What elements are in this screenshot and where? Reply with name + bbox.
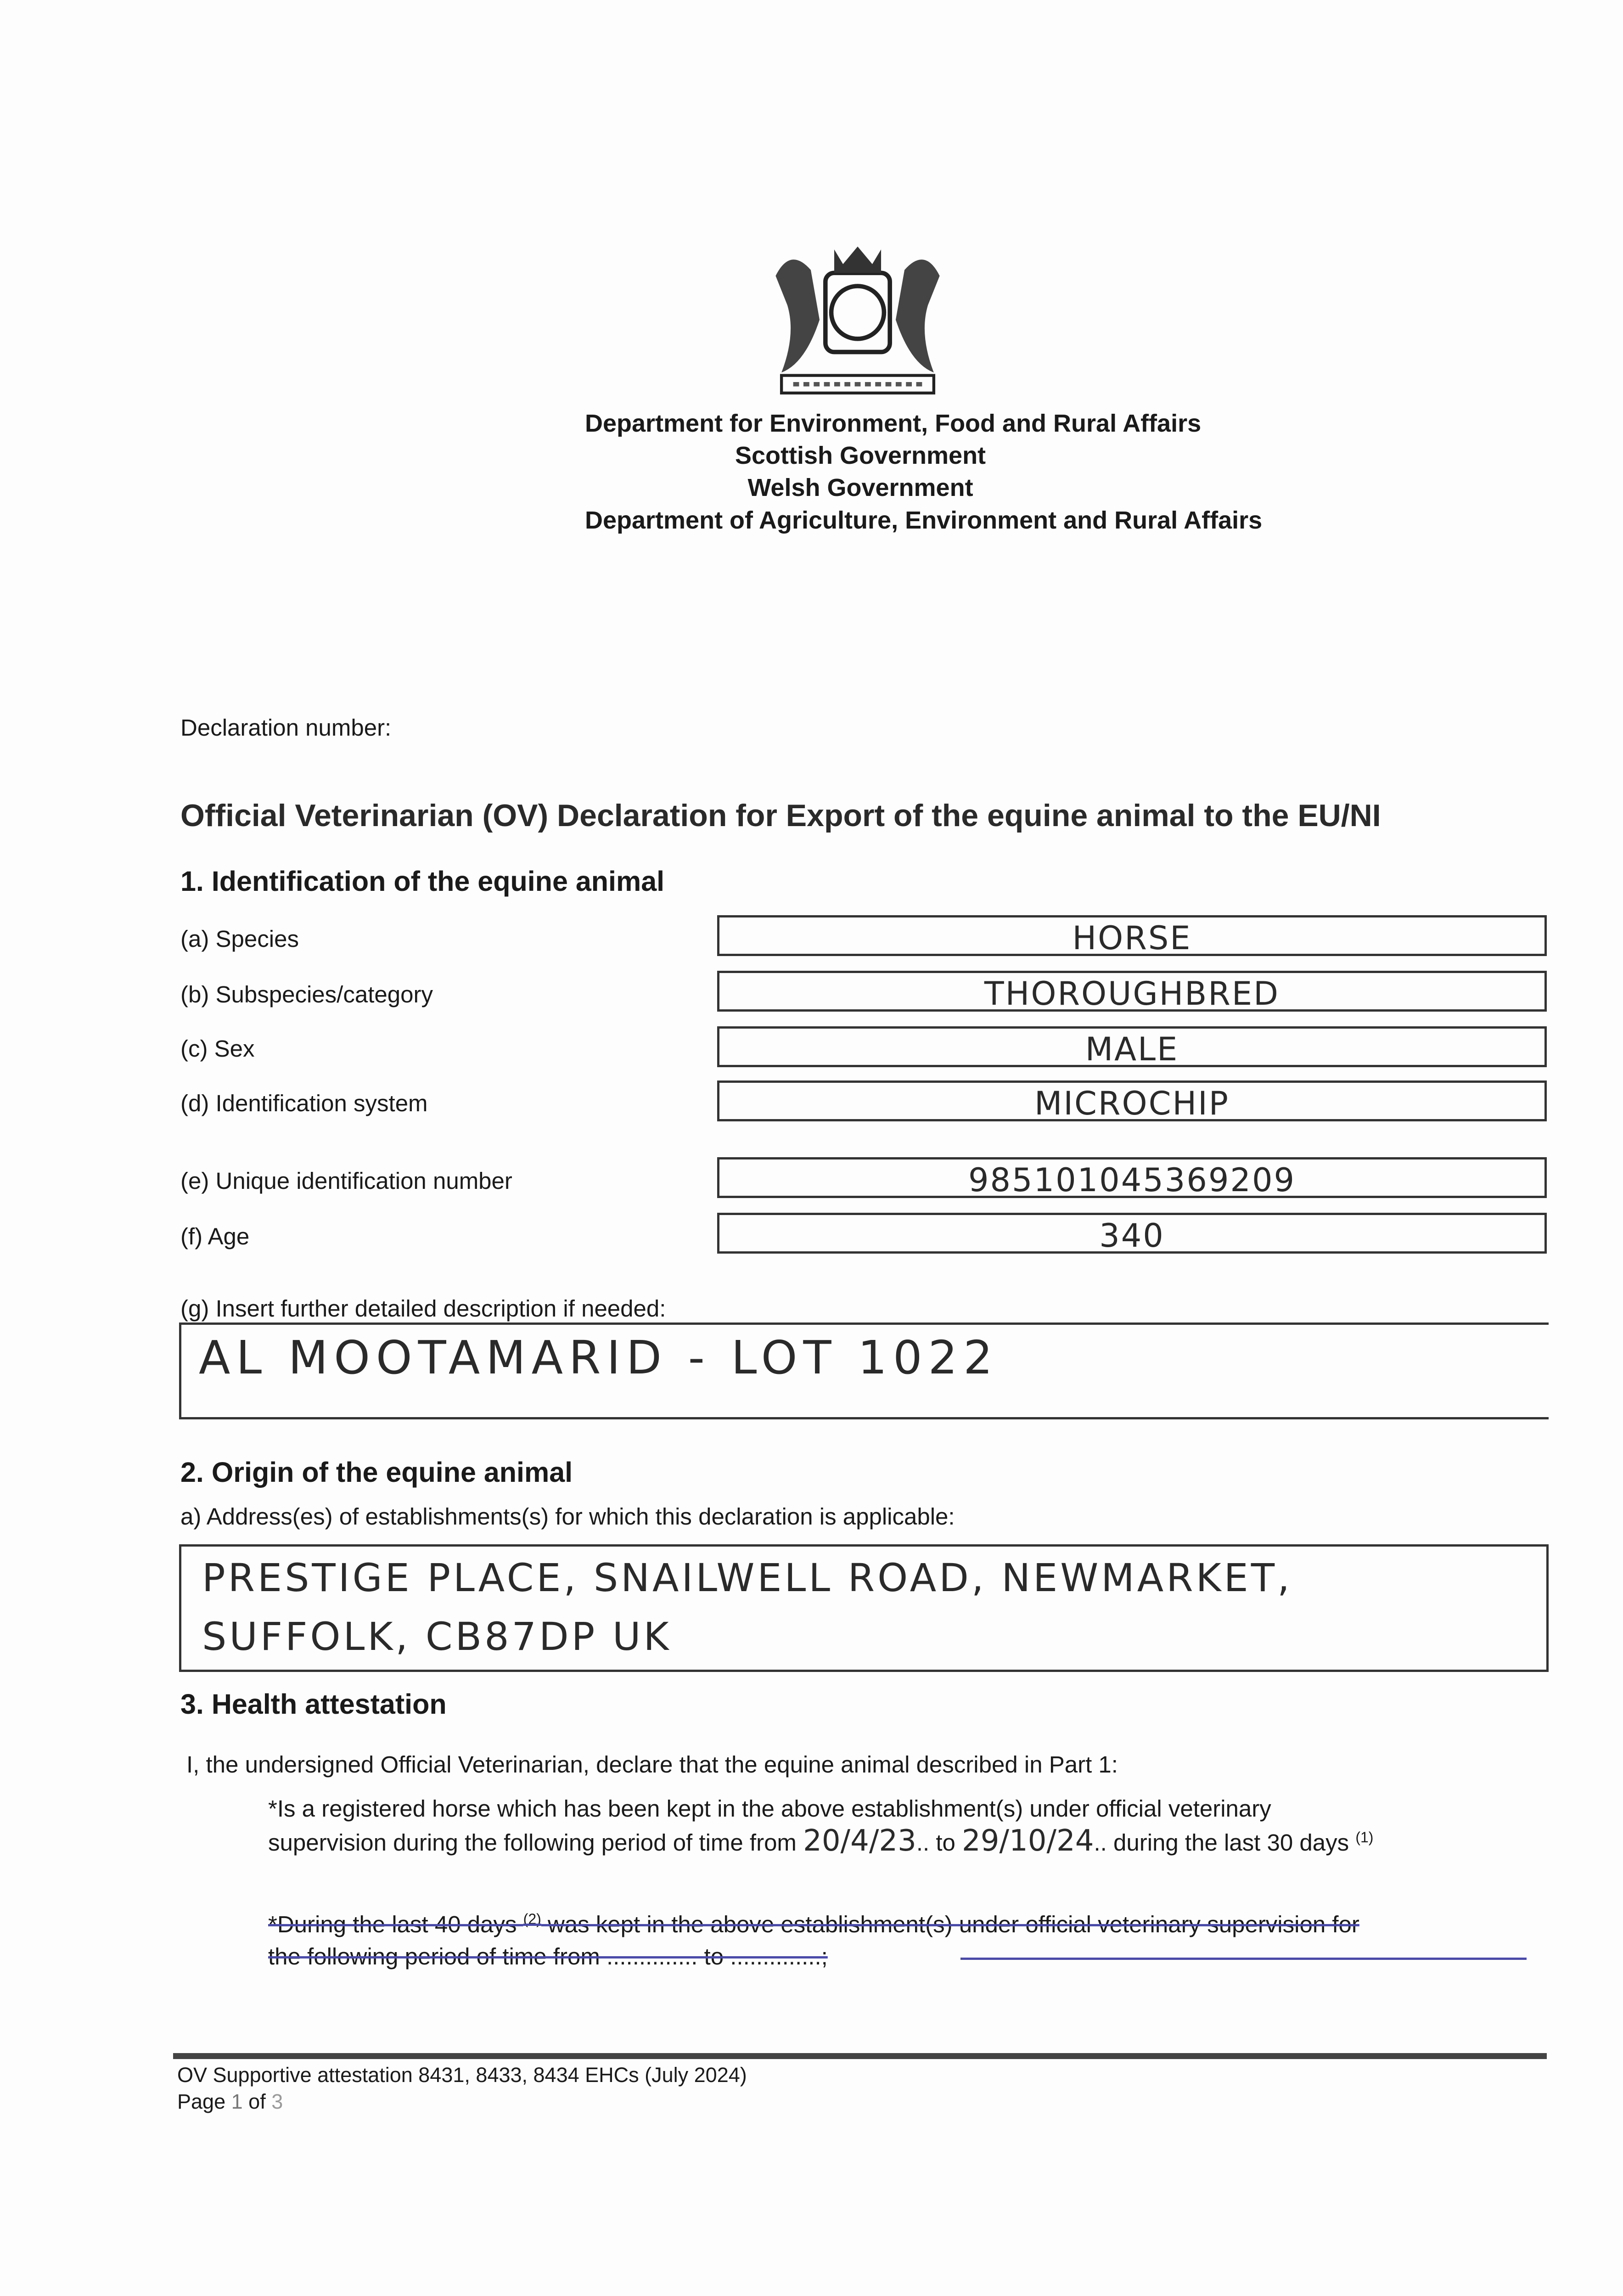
para1-mid: .. to: [916, 1829, 955, 1856]
attestation-para1-line2: [268, 1824, 1373, 1858]
address-field[interactable]: [179, 1544, 1549, 1672]
address-label: a) Address(es) of establishments(s) for which this declaration is applicable:: [180, 1503, 955, 1530]
date-from-value: 20/4/23: [803, 1824, 916, 1858]
attestation-para2-line1: [268, 1911, 1359, 1938]
subspecies-label: (b) Subspecies/category: [180, 981, 433, 1007]
page-total: 3: [271, 2090, 283, 2113]
attestation-para1-line1: *Is a registered horse which has been kept in the above establishment(s) under official veterinary: [268, 1795, 1271, 1822]
strike-line: [960, 1958, 1527, 1960]
footer-doc-ref: OV Supportive attestation 8431, 8433, 8434 EHCs (July 2024): [177, 2063, 747, 2087]
sex-field[interactable]: [717, 1026, 1547, 1067]
species-value: HORSE: [1072, 919, 1192, 957]
header-dept-1: Department for Environment, Food and Rural Affairs: [585, 410, 1202, 437]
footnote-1: (1): [1355, 1829, 1374, 1846]
species-label: (a) Species: [180, 926, 299, 952]
attestation-intro: I, the undersigned Official Veterinarian, declare that the equine animal described in Part 1:: [186, 1751, 1118, 1778]
description-value: AL MOOTAMARID - LOT 1022: [199, 1331, 999, 1384]
age-field[interactable]: [717, 1213, 1547, 1254]
unique-id-field[interactable]: [717, 1157, 1547, 1198]
royal-coat-of-arms-logo: [761, 232, 955, 402]
para2-line1-a: *During the last 40 days: [268, 1911, 517, 1937]
address-line-1: PRESTIGE PLACE, SNAILWELL ROAD, NEWMARKET,: [202, 1555, 1292, 1600]
identification-system-field[interactable]: [717, 1080, 1547, 1121]
date-to-value: 29/10/24: [962, 1824, 1094, 1858]
section2-heading: 2. Origin of the equine animal: [180, 1457, 573, 1488]
header-dept-4: Department of Agriculture, Environment and Rural Affairs: [585, 506, 1263, 534]
sex-label: (c) Sex: [180, 1035, 255, 1062]
section1-heading: 1. Identification of the equine animal: [180, 866, 665, 897]
subspecies-field[interactable]: [717, 971, 1547, 1012]
description-label: (g) Insert further detailed description if needed:: [180, 1295, 666, 1322]
footer-rule: [173, 2053, 1547, 2059]
page-title: Official Veterinarian (OV) Declaration for Export of the equine animal to the EU/NI: [180, 798, 1381, 833]
page-current: 1: [231, 2090, 243, 2113]
identification-system-value: MICROCHIP: [1034, 1085, 1230, 1122]
age-value: 340: [1099, 1217, 1165, 1255]
description-field[interactable]: [179, 1322, 1549, 1419]
para2-line1-b: was kept in the above establishment(s) under official veterinary supervision for: [547, 1911, 1359, 1937]
identification-system-label: (d) Identification system: [180, 1090, 428, 1116]
section3-heading: 3. Health attestation: [180, 1688, 447, 1720]
species-field[interactable]: [717, 915, 1547, 956]
unique-id-label: (e) Unique identification number: [180, 1168, 512, 1194]
header-dept-3: Welsh Government: [747, 474, 973, 501]
para1-post: .. during the last 30 days: [1094, 1829, 1349, 1856]
para1-pre: supervision during the following period of time from: [268, 1829, 797, 1856]
footnote-2: (2): [523, 1911, 541, 1927]
footer-page-number: [177, 2090, 283, 2114]
subspecies-value: THOROUGHBRED: [984, 975, 1280, 1013]
attestation-para2-line2: the following period of time from .............. to ..............;: [268, 1943, 828, 1970]
page-prefix: Page: [177, 2090, 226, 2113]
age-label: (f) Age: [180, 1223, 250, 1249]
header-dept-2: Scottish Government: [735, 442, 986, 469]
address-line-2: SUFFOLK, CB87DP UK: [202, 1614, 672, 1659]
unique-id-value: 985101045369209: [968, 1161, 1296, 1199]
sex-value: MALE: [1085, 1030, 1179, 1068]
page-of: of: [248, 2090, 266, 2113]
declaration-number-label: Declaration number:: [180, 715, 392, 741]
